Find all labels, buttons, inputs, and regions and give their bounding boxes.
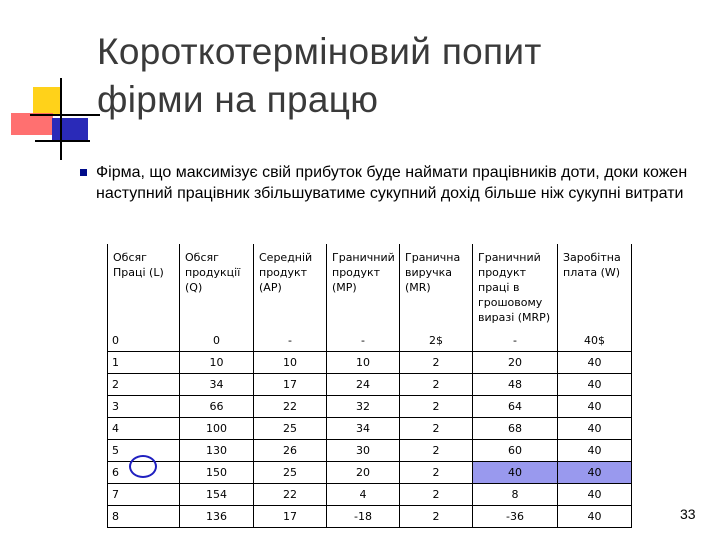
table-cell: 130 — [180, 440, 254, 462]
table-cell: 25 — [254, 462, 327, 484]
table-cell: 2 — [400, 462, 473, 484]
table-cell: 0 — [180, 329, 254, 352]
labor-demand-table — [107, 244, 632, 528]
logo-red-square — [11, 113, 53, 135]
slide-title — [97, 28, 697, 124]
table-cell: 60 — [473, 440, 558, 462]
title-line-1: Короткотерміновий попит — [97, 31, 542, 72]
table-cell: 2 — [400, 396, 473, 418]
table-cell: 2 — [400, 374, 473, 396]
table-cell: 10 — [254, 352, 327, 374]
table-cell: - — [327, 329, 400, 352]
table-row — [108, 418, 632, 440]
table-cell: 4 — [327, 484, 400, 506]
table-cell: 66 — [180, 396, 254, 418]
logo-vertical-line — [60, 78, 62, 160]
logo-yellow-square — [33, 87, 61, 115]
table-cell: 10 — [180, 352, 254, 374]
table-cell: 3 — [108, 396, 180, 418]
table-cell: 2 — [400, 418, 473, 440]
table-cell: 40 — [558, 484, 632, 506]
table-cell: 40 — [558, 352, 632, 374]
table-cell: 4 — [108, 418, 180, 440]
table-cell: 22 — [254, 396, 327, 418]
highlight-circle — [129, 455, 157, 478]
table-cell: 8 — [108, 506, 180, 528]
header-average-product: Середній продукт (AP) — [254, 244, 327, 329]
header-wage: Заробітна плата (W) — [558, 244, 632, 329]
table-cell: -36 — [473, 506, 558, 528]
header-labor: Обсяг Праці (L) — [108, 244, 180, 329]
table-cell: 2 — [400, 484, 473, 506]
header-output: Обсяг продукції (Q) — [180, 244, 254, 329]
table-cell: 136 — [180, 506, 254, 528]
table-cell: 8 — [473, 484, 558, 506]
table-cell: 154 — [180, 484, 254, 506]
table-cell: 17 — [254, 506, 327, 528]
table-cell: -18 — [327, 506, 400, 528]
table-cell: 40 — [558, 396, 632, 418]
table-cell: 32 — [327, 396, 400, 418]
table-row — [108, 329, 632, 352]
intro-text: Фірма, що максимізує свій прибуток буде наймати працівників доти, доки кожен наступний працівник збільшуватиме сукупний дохід більше ніж сукупні витрати — [96, 164, 688, 202]
table-cell: 40 — [558, 440, 632, 462]
table-row — [108, 374, 632, 396]
table-row — [108, 440, 632, 462]
header-mrp: Граничний продукт праці в грошовому виразі (MRP) — [473, 244, 558, 329]
table-cell: 0 — [108, 329, 180, 352]
table-cell: 25 — [254, 418, 327, 440]
table-cell: 5 — [108, 440, 180, 462]
table-row — [108, 484, 632, 506]
table-row — [108, 396, 632, 418]
table-cell: 2 — [400, 352, 473, 374]
table-cell: 40$ — [558, 329, 632, 352]
table-cell: 34 — [327, 418, 400, 440]
table-cell: 40 — [558, 506, 632, 528]
table-cell: 64 — [473, 396, 558, 418]
table-cell: 150 — [180, 462, 254, 484]
table-cell: 7 — [108, 484, 180, 506]
table-row — [108, 352, 632, 374]
table-cell: 34 — [180, 374, 254, 396]
table-cell: 10 — [327, 352, 400, 374]
table-cell: 2 — [400, 506, 473, 528]
title-line-2: фірми на працю — [97, 79, 379, 120]
table-cell: 48 — [473, 374, 558, 396]
header-marginal-revenue: Гранична виручка (MR) — [400, 244, 473, 329]
table-cell: 24 — [327, 374, 400, 396]
table-cell: 2$ — [400, 329, 473, 352]
table-cell: 40 — [558, 462, 632, 484]
table-cell: 17 — [254, 374, 327, 396]
table-cell: 40 — [558, 374, 632, 396]
table-cell: 2 — [108, 374, 180, 396]
table-cell: 20 — [473, 352, 558, 374]
bullet-marker — [80, 169, 87, 176]
table-cell: 68 — [473, 418, 558, 440]
table-row — [108, 462, 632, 484]
table-row — [108, 506, 632, 528]
table-cell: 40 — [473, 462, 558, 484]
table-cell: 26 — [254, 440, 327, 462]
page-number: 33 — [680, 506, 696, 522]
logo-blue-square — [52, 118, 88, 142]
table-cell: 6 — [108, 462, 180, 484]
table-cell: 2 — [400, 440, 473, 462]
header-marginal-product: Граничний продукт (MP) — [327, 244, 400, 329]
table-cell: - — [254, 329, 327, 352]
table-header-row — [108, 244, 632, 329]
table-cell: 20 — [327, 462, 400, 484]
table-cell: 22 — [254, 484, 327, 506]
logo-horizontal-line-2 — [35, 140, 90, 142]
table-cell: 1 — [108, 352, 180, 374]
table-cell: 100 — [180, 418, 254, 440]
table-cell: 30 — [327, 440, 400, 462]
table-cell: - — [473, 329, 558, 352]
table-cell: 40 — [558, 418, 632, 440]
logo-horizontal-line — [30, 114, 100, 116]
